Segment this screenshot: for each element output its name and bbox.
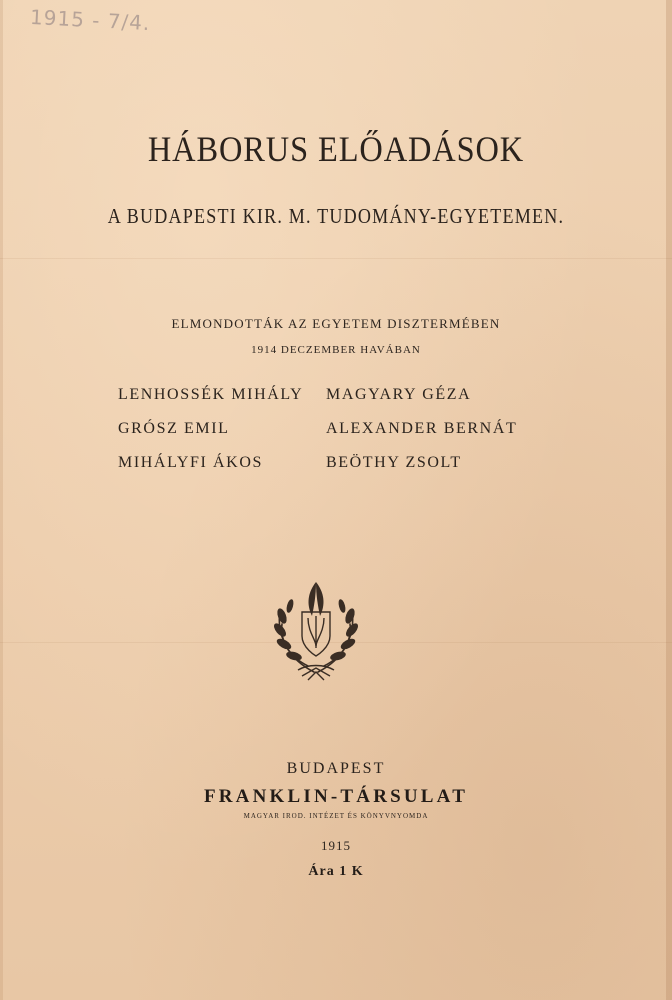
speaker-name: GRÓSZ EMIL <box>118 420 230 437</box>
imprint-publisher: FRANKLIN-TÁRSULAT <box>203 786 469 807</box>
speaker-name: MIHÁLYFI ÁKOS <box>118 454 263 471</box>
imprint-printer: MAGYAR IROD. INTÉZET ÉS KÖNYVNYOMDA <box>243 812 429 820</box>
delivery-date: 1914 DECZEMBER HAVÁBAN <box>251 344 421 356</box>
speaker-name: MAGYARY GÉZA <box>326 386 472 403</box>
imprint-place: BUDAPEST <box>286 760 386 777</box>
speaker-name: LENHOSSÉK MIHÁLY <box>118 386 304 403</box>
speaker-name: ALEXANDER BERNÁT <box>326 420 518 437</box>
paper-crease <box>0 258 672 259</box>
delivered-note: ELMONDOTTÁK AZ EGYETEM DISZTERMÉBEN <box>171 316 501 331</box>
page-title: HÁBORUS ELŐADÁSOK <box>147 129 525 169</box>
wreath-ornament-icon <box>268 576 364 688</box>
pencil-annotation: 1915 - 7/4. <box>29 4 151 36</box>
page-subtitle: A BUDAPESTI KIR. M. TUDOMÁNY-EGYETEMEN. <box>107 204 565 228</box>
imprint-year: 1915 <box>321 838 351 853</box>
speaker-name: BEÖTHY ZSOLT <box>326 454 462 471</box>
price-label: Ára 1 K <box>308 864 364 879</box>
